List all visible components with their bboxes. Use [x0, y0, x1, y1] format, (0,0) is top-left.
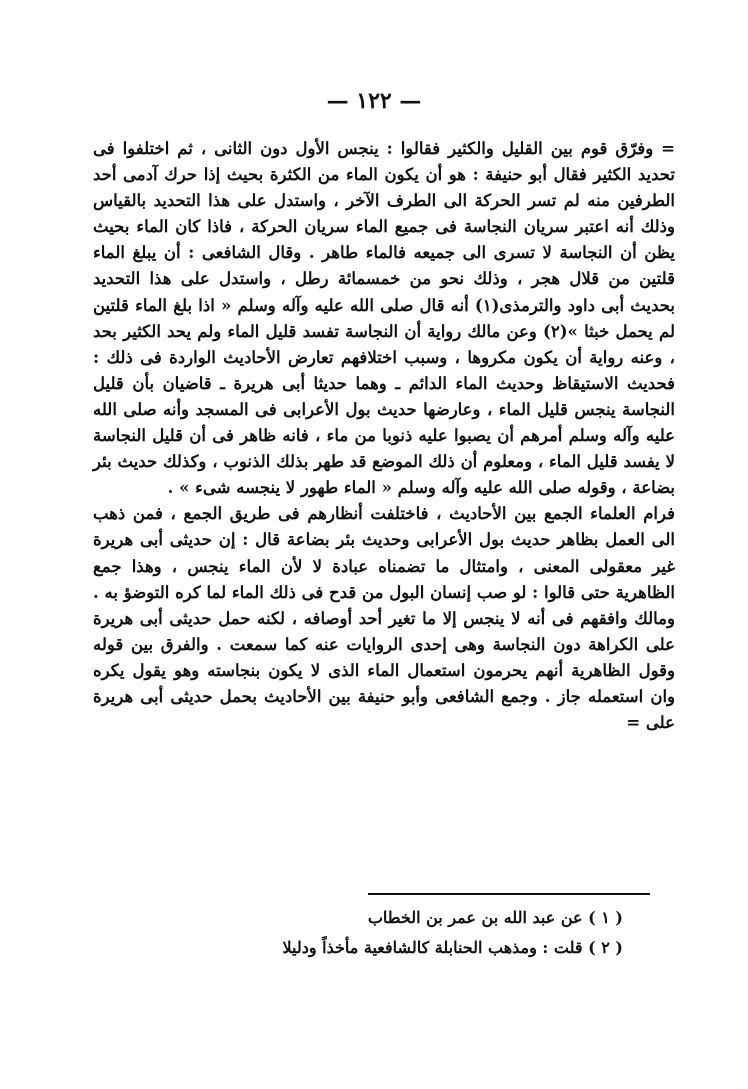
footnote-2: ( ٢ ) قلت : ومذهب الحنابلة كالشافعية مأخذاً ودليلا [282, 938, 623, 957]
footnote-divider [368, 893, 650, 895]
footnotes [93, 903, 623, 963]
paragraph: = وفرّق قوم بين القليل والكثير فقالوا : ينجس الأول دون الثانى ، ثم اختلفوا فى تحديد الكثير فقال أبو حنيفة : هو أن يكون الماء من الكثرة بحيث إذا حرك آدمى أحد الطرفين منه لم تسر الحركة الى الطرف الآخر ، واستدل على هذا التحديد بالقياس وذلك أنه اعتبر سريان النجاسة فى جميع الماء سريان الحركة ، فاذا كان الماء بحيث يظن أن النجاسة لا تسرى الى جميعه فالماء طاهر . وقال الشافعى : أن يبلغ الماء قلتين من قلال هجر ، وذلك نحو من خمسمائة رطل ، واستدل على هذا التحديد بحديث أبى داود والترمذى(١) أنه قال صلى الله عليه وآله وسلم « اذا بلغ الماء قلتين لم يحمل خبثا »(٢) وعن مالك رواية أن النجاسة تفسد قليل الماء ولم يحد الكثير بحد ، وعنه رواية أن يكون مكروها ، وسبب اختلافهم تعارض الأحاديث الواردة فى ذلك : فحديث الاستيقاظ وحديث الماء الدائم ـ وهما حديثا أبى هريرة ـ قاضيان بأن قليل النجاسة ينجس قليل الماء ، وعارضها حديث بول الأعرابى فى المسجد وأنه صلى الله عليه وآله وسلم أمرهم أن يصبوا عليه ذنوبا من ماء ، فانه ظاهر فى أن قليل النجاسة لا يفسد قليل الماء ، ومعلوم أن ذلك الموضع قد طهر بذلك الذنوب ، وكذلك حديث بئر بضاعة ، وقوله صلى الله عليه وآله وسلم « الماء طهور لا ينجسه شىء » . [93, 139, 675, 498]
page-number: — ١٢٢ — [326, 88, 422, 114]
main-text [93, 136, 675, 736]
footnote-1: ( ١ ) عن عبد الله بن عمر بن الخطاب [367, 908, 623, 927]
paragraph: فرام العلماء الجمع بين الأحاديث ، فاختلفت أنظارهم فى طريق الجمع ، فمن ذهب الى العمل بظاهر حديث بول الأعرابى وحديث بئر بضاعة قال : إن حديثى أبى هريرة غير معقولى المعنى ، وامتثال ما تضمناه عبادة لا لأن الماء ينجس ، وهذا جمع الظاهرية حتى قالوا : لو صب إنسان البول من قدح فى ذلك الماء لما كره التوضؤ به . ومالك وافقهم فى أنه لا ينجس إلا ما تغير أحد أوصافه ، لكنه حمل حديثى أبى هريرة على الكراهة دون النجاسة وهى إحدى الروايات عنه كما سمعت . والفرق بين قوله وقول الظاهرية أنهم يحرمون استعمال الماء الذى لا يكون بنجاسته وهو يقول يكره وان استعمله جاز . وجمع الشافعى وأبو حنيفة بين الأحاديث بحمل حديثى أبى هريرة على = [93, 504, 675, 733]
